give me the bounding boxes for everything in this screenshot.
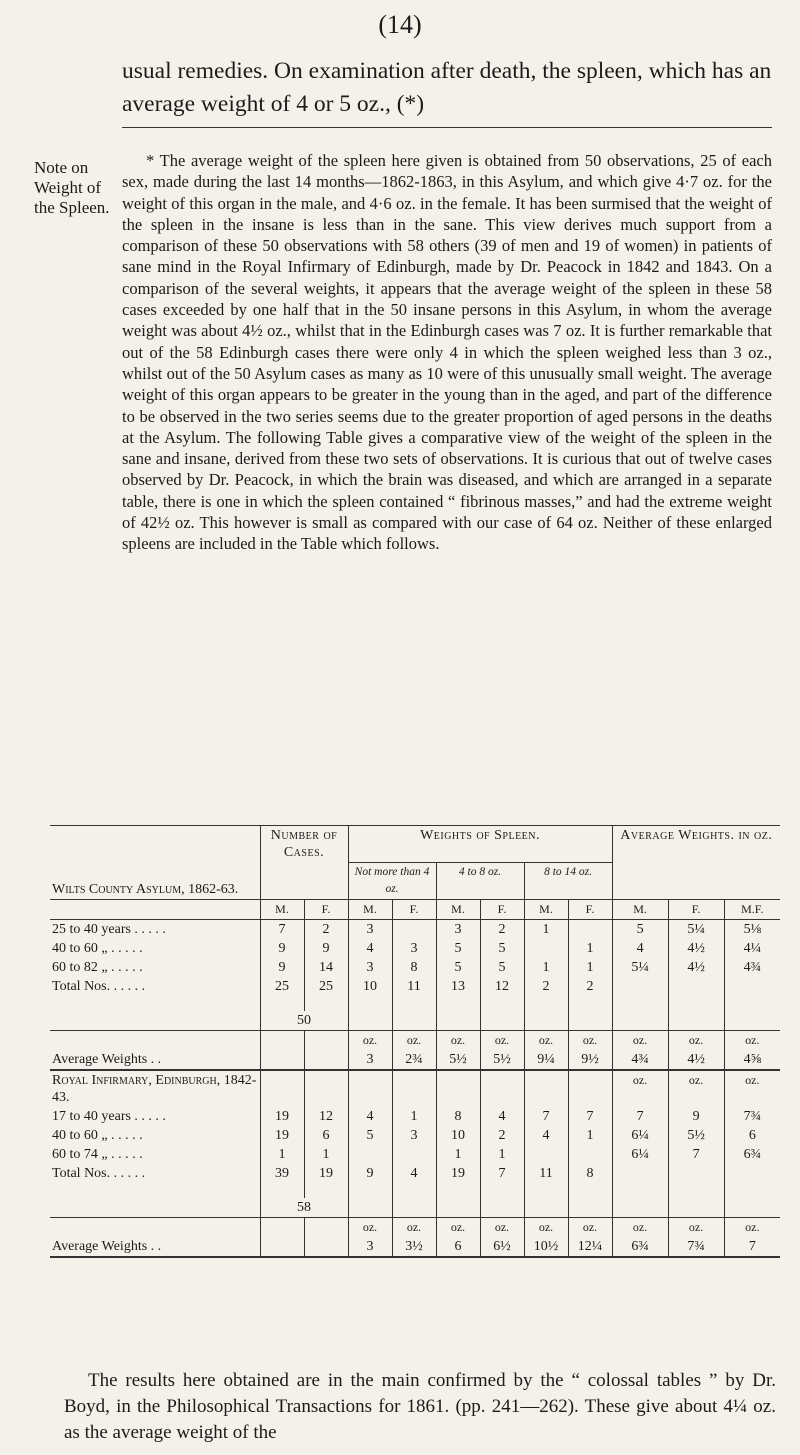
total-cell: 2 [524, 977, 568, 1011]
closing-paragraph [64, 1368, 776, 1446]
sex-label: M. [348, 899, 392, 919]
table-cell: 5¼ [612, 958, 668, 977]
table-cell: 19 [260, 1107, 304, 1126]
table-cell: 9 [260, 958, 304, 977]
blank-cell [50, 1198, 260, 1218]
table-cell: 5¼ [668, 919, 724, 939]
unit-label: oz. [668, 1030, 724, 1050]
table-cell: 10 [436, 1126, 480, 1145]
table-cell: 14 [304, 958, 348, 977]
table-row [50, 919, 780, 939]
header-8-to-14oz: 8 to 14 oz. [524, 862, 612, 899]
margin-note-line: Weight of [34, 178, 102, 197]
table-cell: 7 [524, 1107, 568, 1126]
table-cell: 5⅛ [743, 921, 762, 937]
total-cell: 9 [348, 1164, 392, 1198]
blank-cell [668, 1164, 724, 1198]
unit-label: oz. [392, 1030, 436, 1050]
blank-cell [304, 1050, 348, 1070]
blank-cell [436, 1011, 480, 1031]
total-cell: 11 [392, 977, 436, 1011]
blank-cell [436, 1198, 480, 1218]
total-cell: 19 [304, 1164, 348, 1198]
unit-label: oz. [745, 1072, 760, 1087]
blank-cell [480, 1198, 524, 1218]
blank-cell [568, 1198, 612, 1218]
blank-cell [668, 1198, 724, 1218]
table-cell: 6¾ [743, 1146, 762, 1162]
blank-cell [50, 1011, 260, 1031]
footnote-text: * The average weight of the spleen here given is obtained from 50 observations, 25 of each sex, made during the last 14 months—1862-1863, in this Asylum, and which give 4·7 oz. for the weight of this organ in the male, and 4·6 oz. in the female. It has been surmised that the weight of the spleen in the insane is less than in the sane. This view derives much support from a comparison of these 50 observations with 58 others (39 of men and 19 of women) in patients of sane mind in the Royal Infirmary of Edinburgh, made by Dr. Peacock in 1842 and 1843. On a comparison of the several weights, it appears that the average weight of the spleen in these 58 cases exceeded by one half that in the 50 insane persons in this Asylum, in whom the average weight was about 4½ oz., whilst that in the Edinburgh cases was 7 oz. It is further remarkable that out of the 58 Edinburgh cases there were only 4 in which the spleen weighed less than 3 oz., whilst out of the 50 Asylum cases as many as 10 were of this unusually small weight. The average weight of this organ appears to be greater in the young than in the aged, and part of the difference to be observed in the two series seems due to the greater proportion of aged persons in the deaths at the Asylum. The following Table gives a comparative view of the weight of the spleen in the sane and insane, derived from these two sets of observations. It is curious that out of twelve cases observed by Dr. Peacock, in which the brain was diseased, and which are arranged in a separate table, there is one in which the spleen contained “ fibrinous masses,” and had the extreme weight of 42½ oz. This however is small as compared with our case of 64 oz. Neither of these enlarged spleens are included in the Table which follows. [122, 151, 772, 554]
table-cell: 9 [304, 939, 348, 958]
blank-cell [260, 1070, 304, 1107]
average-cell: 5½ [480, 1050, 524, 1070]
unit-label: oz. [745, 1219, 760, 1234]
table-cell: 7 [568, 1107, 612, 1126]
table-cell: 4½ [668, 958, 724, 977]
total-cell: 25 [260, 977, 304, 1011]
total-cell: 10 [348, 977, 392, 1011]
table-cell: 1 [304, 1145, 348, 1164]
section-divider [122, 127, 772, 128]
unit-label: oz. [668, 1217, 724, 1237]
table-cell [524, 1145, 568, 1164]
total-cell: 7 [480, 1164, 524, 1198]
blank-cell [524, 1011, 568, 1031]
blank-cell [260, 1030, 304, 1050]
table-cell: 1 [568, 939, 612, 958]
row-label: 25 to 40 years . . . . . [50, 919, 260, 939]
unit-label: oz. [436, 1217, 480, 1237]
table-cell [392, 1145, 436, 1164]
table-cell: 6¼ [612, 1126, 668, 1145]
table-cell: 8 [392, 958, 436, 977]
blank-cell [724, 1164, 780, 1198]
footnote [122, 150, 772, 555]
total-label: Total Nos. . . . . . [50, 977, 260, 1011]
unit-label: oz. [745, 1032, 760, 1047]
table-cell: 1 [524, 919, 568, 939]
table-cell: 6¼ [612, 1145, 668, 1164]
blank-cell [304, 1030, 348, 1050]
table-cell: 1 [480, 1145, 524, 1164]
lead-paragraph: usual remedies. On examination after death, the spleen, which has an average weight of 4 or 5 oz., (*) [122, 58, 772, 117]
unit-label: oz. [392, 1217, 436, 1237]
average-cell: 3 [348, 1237, 392, 1257]
unit-label: oz. [668, 1070, 724, 1107]
total-cell: 13 [436, 977, 480, 1011]
blank-cell [348, 1011, 392, 1031]
blank-cell [304, 1217, 348, 1237]
spleen-weight-table [50, 825, 780, 1258]
blank-cell [612, 977, 668, 1011]
table-cell [348, 1145, 392, 1164]
table-cell: 2 [480, 1126, 524, 1145]
table-cell: 9 [668, 1107, 724, 1126]
sex-label: F. [568, 899, 612, 919]
average-cell: 12¼ [568, 1237, 612, 1257]
average-cell: 2¾ [392, 1050, 436, 1070]
blank-cell [668, 977, 724, 1011]
average-cell: 6 [436, 1237, 480, 1257]
sex-label: M. [524, 899, 568, 919]
table-cell: 3 [348, 919, 392, 939]
unit-label: oz. [348, 1030, 392, 1050]
sex-label: F. [480, 899, 524, 919]
blank-cell [612, 1011, 668, 1031]
table-cell: 3 [436, 919, 480, 939]
blank-cell [348, 1198, 392, 1218]
margin-note-line: the Spleen. [34, 198, 110, 217]
average-cell: 9¼ [524, 1050, 568, 1070]
blank-cell [260, 1237, 304, 1257]
table-cell: 7 [260, 919, 304, 939]
total-cell: 39 [260, 1164, 304, 1198]
unit-label: oz. [480, 1217, 524, 1237]
blank-cell [304, 1070, 348, 1107]
average-cell: 9½ [568, 1050, 612, 1070]
total-cell: 11 [524, 1164, 568, 1198]
blank-cell [392, 1198, 436, 1218]
average-cell: 3 [348, 1050, 392, 1070]
unit-label: oz. [348, 1217, 392, 1237]
header-4-to-8oz: 4 to 8 oz. [436, 862, 524, 899]
blank-cell [724, 1198, 780, 1218]
table-cell [524, 939, 568, 958]
table-cell: 4¼ [743, 940, 762, 956]
table-cell: 1 [260, 1145, 304, 1164]
blank-cell [260, 1050, 304, 1070]
blank-cell [724, 977, 780, 1011]
table-cell [568, 919, 612, 939]
blank-cell [524, 1070, 568, 1107]
average-label: Average Weights . . [50, 1237, 260, 1257]
row-label: 40 to 60 „ . . . . . [50, 939, 260, 958]
page-number: (14) [378, 10, 422, 39]
table-row [50, 1145, 780, 1164]
sex-label: M. [260, 899, 304, 919]
blank-cell [480, 1011, 524, 1031]
table-cell: 12 [304, 1107, 348, 1126]
table-cell: 4 [480, 1107, 524, 1126]
table-cell: 5 [480, 958, 524, 977]
blank-cell [348, 1070, 392, 1107]
table-cell: 6 [304, 1126, 348, 1145]
blank-cell [480, 1070, 524, 1107]
unit-label: oz. [568, 1217, 612, 1237]
margin-note [34, 158, 114, 218]
table-cell: 4 [348, 1107, 392, 1126]
blank-cell [568, 1070, 612, 1107]
header-average-weights: Average Weights. in oz. [620, 828, 773, 843]
total-cell: 25 [304, 977, 348, 1011]
wilts-heading: Wilts County Asylum, 1862-63. [50, 826, 260, 900]
combined-total: 50 [260, 1011, 348, 1031]
table-cell: 4 [524, 1126, 568, 1145]
combined-total: 58 [260, 1198, 348, 1218]
table-cell: 1 [524, 958, 568, 977]
table-cell: 7 [668, 1145, 724, 1164]
table-cell: 1 [568, 958, 612, 977]
table-cell: 4 [348, 939, 392, 958]
unit-label: oz. [524, 1030, 568, 1050]
table-row [50, 1126, 780, 1145]
blank-cell [304, 1237, 348, 1257]
margin-note-line: Note on [34, 158, 89, 177]
header-number-of-cases: Number of Cases. [260, 826, 348, 863]
table-cell: 19 [260, 1126, 304, 1145]
blank-cell [612, 1198, 668, 1218]
average-cell: 5½ [436, 1050, 480, 1070]
average-cell: 7 [748, 1238, 756, 1254]
average-cell: 3½ [392, 1237, 436, 1257]
total-cell: 2 [568, 977, 612, 1011]
table-cell: 5½ [668, 1126, 724, 1145]
unit-label: oz. [612, 1217, 668, 1237]
table-cell: 9 [260, 939, 304, 958]
blank-cell [50, 1030, 260, 1050]
table-cell: 5 [480, 939, 524, 958]
sex-label: F. [304, 899, 348, 919]
table-cell: 4½ [668, 939, 724, 958]
unit-label: oz. [568, 1030, 612, 1050]
average-label: Average Weights . . [50, 1050, 260, 1070]
average-cell: 4⅝ [743, 1051, 762, 1067]
sex-label: F. [668, 899, 724, 919]
table-cell: 5 [348, 1126, 392, 1145]
average-cell: 4¾ [612, 1050, 668, 1070]
row-label: 60 to 82 „ . . . . . [50, 958, 260, 977]
unit-label: oz. [480, 1030, 524, 1050]
sex-label: M. [436, 899, 480, 919]
closing-text: The results here obtained are in the main confirmed by the “ colossal tables ” by Dr. Boyd, in the Philosophical Transactions for 1861. (pp. 241—262). These give about 4¼ oz. as the average weight of the [64, 1370, 776, 1443]
table-cell [392, 919, 436, 939]
average-cell: 6½ [480, 1237, 524, 1257]
table-row [50, 1107, 780, 1126]
unit-label: oz. [524, 1217, 568, 1237]
table-cell: 4¾ [743, 959, 762, 975]
total-cell: 19 [436, 1164, 480, 1198]
table-cell: 1 [436, 1145, 480, 1164]
header-weights-of-spleen: Weights of Spleen. [348, 826, 612, 863]
table-cell: 4 [612, 939, 668, 958]
blank-cell [524, 1198, 568, 1218]
blank-cell [568, 1011, 612, 1031]
total-cell: 8 [568, 1164, 612, 1198]
table-cell: 1 [568, 1126, 612, 1145]
table-cell [568, 1145, 612, 1164]
blank-cell [612, 1164, 668, 1198]
unit-label: oz. [612, 1030, 668, 1050]
blank-cell [436, 1070, 480, 1107]
sex-label: F. [392, 899, 436, 919]
table-cell: 5 [612, 919, 668, 939]
row-label: 60 to 74 „ . . . . . [50, 1145, 260, 1164]
blank-cell [392, 1070, 436, 1107]
average-cell: 7¾ [668, 1237, 724, 1257]
average-cell: 10½ [524, 1237, 568, 1257]
row-label: 40 to 60 „ . . . . . [50, 1126, 260, 1145]
table-cell: 7¾ [743, 1108, 762, 1124]
blank-cell [392, 1011, 436, 1031]
blank-cell [50, 1217, 260, 1237]
table-cell: 8 [436, 1107, 480, 1126]
row-label: 17 to 40 years . . . . . [50, 1107, 260, 1126]
table-cell: 3 [392, 939, 436, 958]
average-cell: 4½ [668, 1050, 724, 1070]
total-label: Total Nos. . . . . . [50, 1164, 260, 1198]
table-row [50, 958, 780, 977]
table-cell: 1 [392, 1107, 436, 1126]
table-cell: 3 [348, 958, 392, 977]
blank-cell [724, 1011, 780, 1031]
table-cell: 3 [392, 1126, 436, 1145]
blank-cell [260, 1217, 304, 1237]
unit-label: oz. [436, 1030, 480, 1050]
total-cell: 12 [480, 977, 524, 1011]
sex-label: M.F. [741, 901, 764, 916]
table-cell: 2 [480, 919, 524, 939]
royal-heading: Royal Infirmary, Edinburgh, 1842-43. [50, 1070, 260, 1107]
table-cell: 2 [304, 919, 348, 939]
table-cell: 6 [748, 1127, 756, 1143]
unit-label: oz. [612, 1070, 668, 1107]
total-cell: 4 [392, 1164, 436, 1198]
table-cell: 5 [436, 958, 480, 977]
table-cell: 7 [612, 1107, 668, 1126]
sex-label: M. [612, 899, 668, 919]
table-cell: 5 [436, 939, 480, 958]
header-not-more-than-4oz: Not more than 4 oz. [348, 862, 436, 899]
blank-cell [668, 1011, 724, 1031]
average-cell: 6¾ [612, 1237, 668, 1257]
table-row [50, 939, 780, 958]
